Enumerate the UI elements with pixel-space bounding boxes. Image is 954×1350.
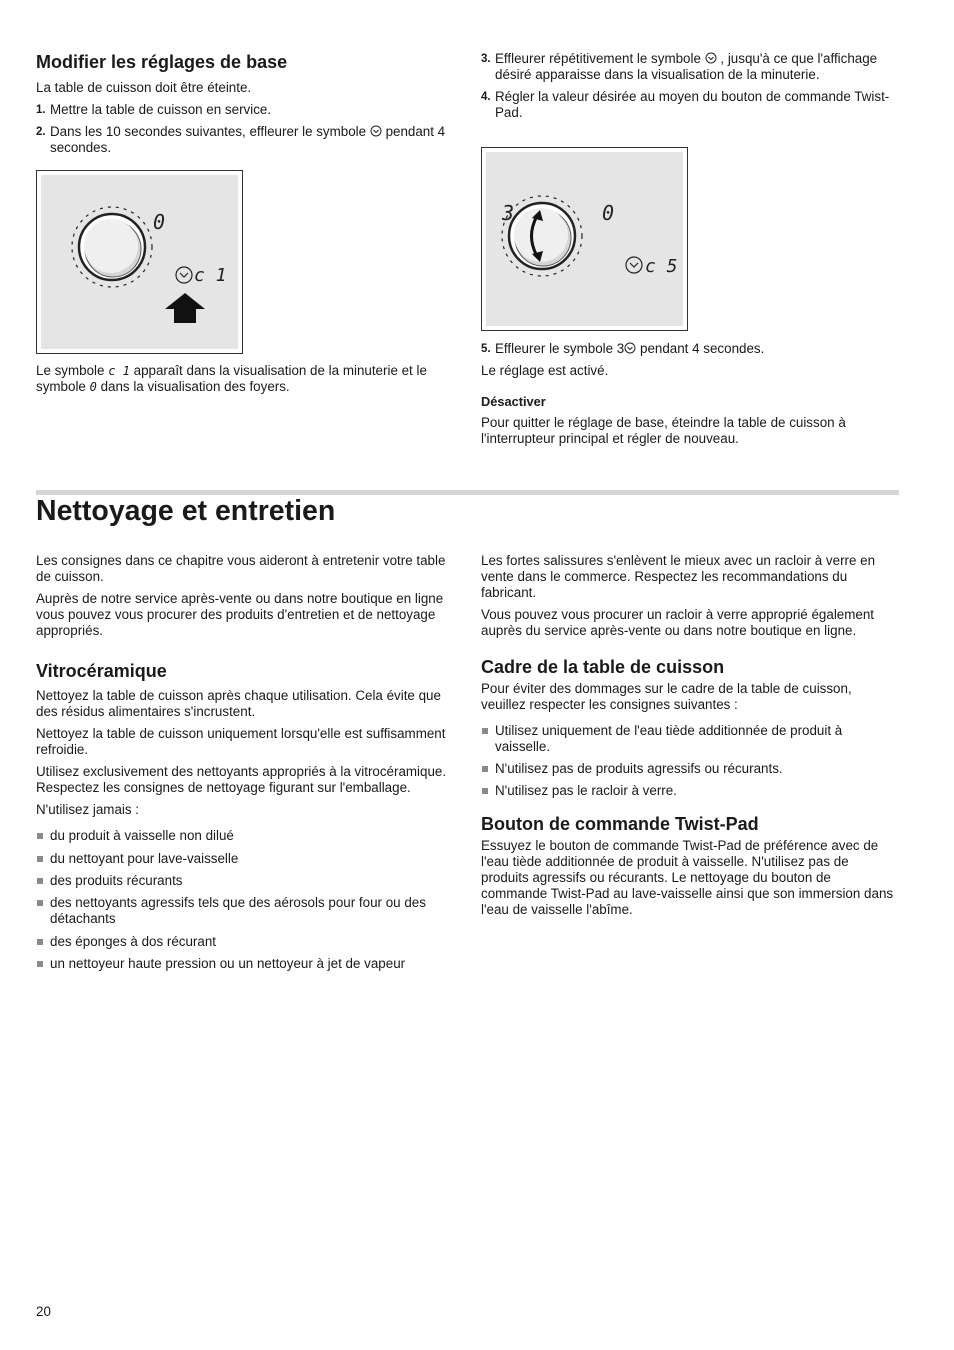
symbol-note: Le symbole c 1 apparaît dans la visualisation de la minuterie et le symbole 0 dans la visualisation des foyers.: [36, 363, 427, 394]
vitro-p1: Nettoyez la table de cuisson après chaque utilisation. Cela évite que des résidus alimentaires s'incrustent.: [36, 688, 441, 719]
step-5: 5. Effleurer le symbole 3 pendant 4 secondes.: [481, 341, 765, 356]
base-settings-right-bottom: [481, 341, 899, 447]
control-panel-figure-1: [36, 170, 243, 354]
c1-symbol: c 1: [108, 364, 130, 378]
power-level-digit: 3: [502, 201, 515, 225]
cleaning-left: [36, 553, 452, 972]
power-level-digit-right: 0: [602, 201, 615, 225]
scraper-text-1: Les fortes salissures s'enlèvent le mieux avec un racloir à verre en vente dans le commerce. Respectez les recommandations du fabricant.: [481, 553, 876, 600]
twist-pad-illustration: [37, 171, 242, 353]
list-item: du nettoyant pour lave-vaisselle: [36, 851, 452, 867]
up-arrow-icon: [165, 293, 205, 323]
timer-symbol-icon: [176, 267, 192, 283]
cleaning-intro-1: Les consignes dans ce chapitre vous aideront à entretenir votre table de cuisson.: [36, 553, 446, 584]
list-item: Utilisez uniquement de l'eau tiède additionnée de produit à vaisselle.: [481, 723, 899, 755]
base-settings-right: [481, 51, 899, 121]
timer-display-readout: c 5: [645, 256, 678, 277]
timer-symbol-icon: [626, 257, 642, 273]
list-item: des éponges à dos récurant: [36, 934, 452, 950]
vitro-p2: Nettoyez la table de cuisson uniquement lorsqu'elle est suffisamment refroidie.: [36, 726, 446, 757]
list-item: N'utilisez pas le racloir à verre.: [481, 783, 899, 799]
scraper-text-2: Vous pouvez vous procurer un racloir à verre approprié également auprès du service après-vente ou dans notre boutique en ligne.: [481, 607, 875, 638]
list-item: des nettoyants agressifs tels que des aérosols pour four ou des détachants: [36, 895, 452, 927]
list-item: des produits récurants: [36, 873, 452, 889]
timer-symbol-icon: [705, 51, 721, 66]
cleaning-right: [481, 553, 899, 918]
section-heading: Modifier les réglages de base: [36, 52, 288, 72]
timer-symbol-icon: [624, 341, 636, 356]
vitro-p4: N'utilisez jamais :: [36, 802, 140, 817]
twist-pad-heading: Bouton de commande Twist-Pad: [481, 814, 759, 834]
step-3: 3. Effleurer répétitivement le symbole , jusqu'à ce que l'affichage désiré apparaisse dans la visualisation de la minuterie.: [481, 51, 878, 82]
timer-display-readout: c 1: [194, 265, 227, 286]
chapter-title: Nettoyage et entretien: [36, 495, 336, 527]
timer-symbol-icon: [370, 124, 386, 139]
base-settings-left: [36, 51, 452, 156]
list-item: N'utilisez pas de produits agressifs ou récurants.: [481, 761, 899, 777]
never-use-list: [36, 828, 452, 972]
step-2: 2. Dans les 10 secondes suivantes, effleurer le symbole pendant 4 secondes.: [36, 124, 446, 155]
vitro-heading: Vitrocéramique: [36, 661, 167, 681]
deactivate-heading: Désactiver: [481, 394, 546, 409]
intro-text: La table de cuisson doit être éteinte.: [36, 80, 252, 95]
page-number: 20: [36, 1304, 51, 1319]
twist-pad-rotate-illustration: [482, 148, 687, 330]
deactivate-text: Pour quitter le réglage de base, éteindre la table de cuisson à l'interrupteur principal et régler de nouveau.: [481, 415, 846, 446]
activated-text: Le réglage est activé.: [481, 363, 609, 378]
step-4: 4. Régler la valeur désirée au moyen du bouton de commande Twist-Pad.: [481, 89, 890, 120]
frame-heading: Cadre de la table de cuisson: [481, 657, 725, 677]
zero-symbol: 0: [89, 380, 97, 394]
cleaning-intro-2: Auprès de notre service après-vente ou dans notre boutique en ligne vous pouvez vous procurer des produits d'entretien et de nettoyage appropriés.: [36, 591, 444, 638]
list-item: un nettoyeur haute pression ou un nettoyeur à jet de vapeur: [36, 956, 452, 972]
step-1: 1. Mettre la table de cuisson en service.: [36, 102, 272, 117]
twist-pad-text: Essuyez le bouton de commande Twist-Pad de préférence avec de l'eau tiède additionnée de produit à vaisselle. N'utilisez pas de produits agressifs ou récurants. Le nettoyage du bouton de commande Twist-Pad au lave-vaisselle ainsi que son immersion dans l'eau de vaisselle l'abîme.: [481, 838, 894, 917]
vitro-p3: Utilisez exclusivement des nettoyants appropriés à la vitrocéramique. Respectez les consignes de nettoyage figurant sur l'emballage.: [36, 764, 447, 795]
frame-list: [481, 723, 899, 799]
list-item: du produit à vaisselle non dilué: [36, 828, 452, 844]
frame-intro: Pour éviter des dommages sur le cadre de la table de cuisson, veuillez respecter les consignes suivantes :: [481, 681, 852, 712]
power-level-digit: 0: [153, 210, 166, 234]
control-panel-figure-2: [481, 147, 688, 331]
